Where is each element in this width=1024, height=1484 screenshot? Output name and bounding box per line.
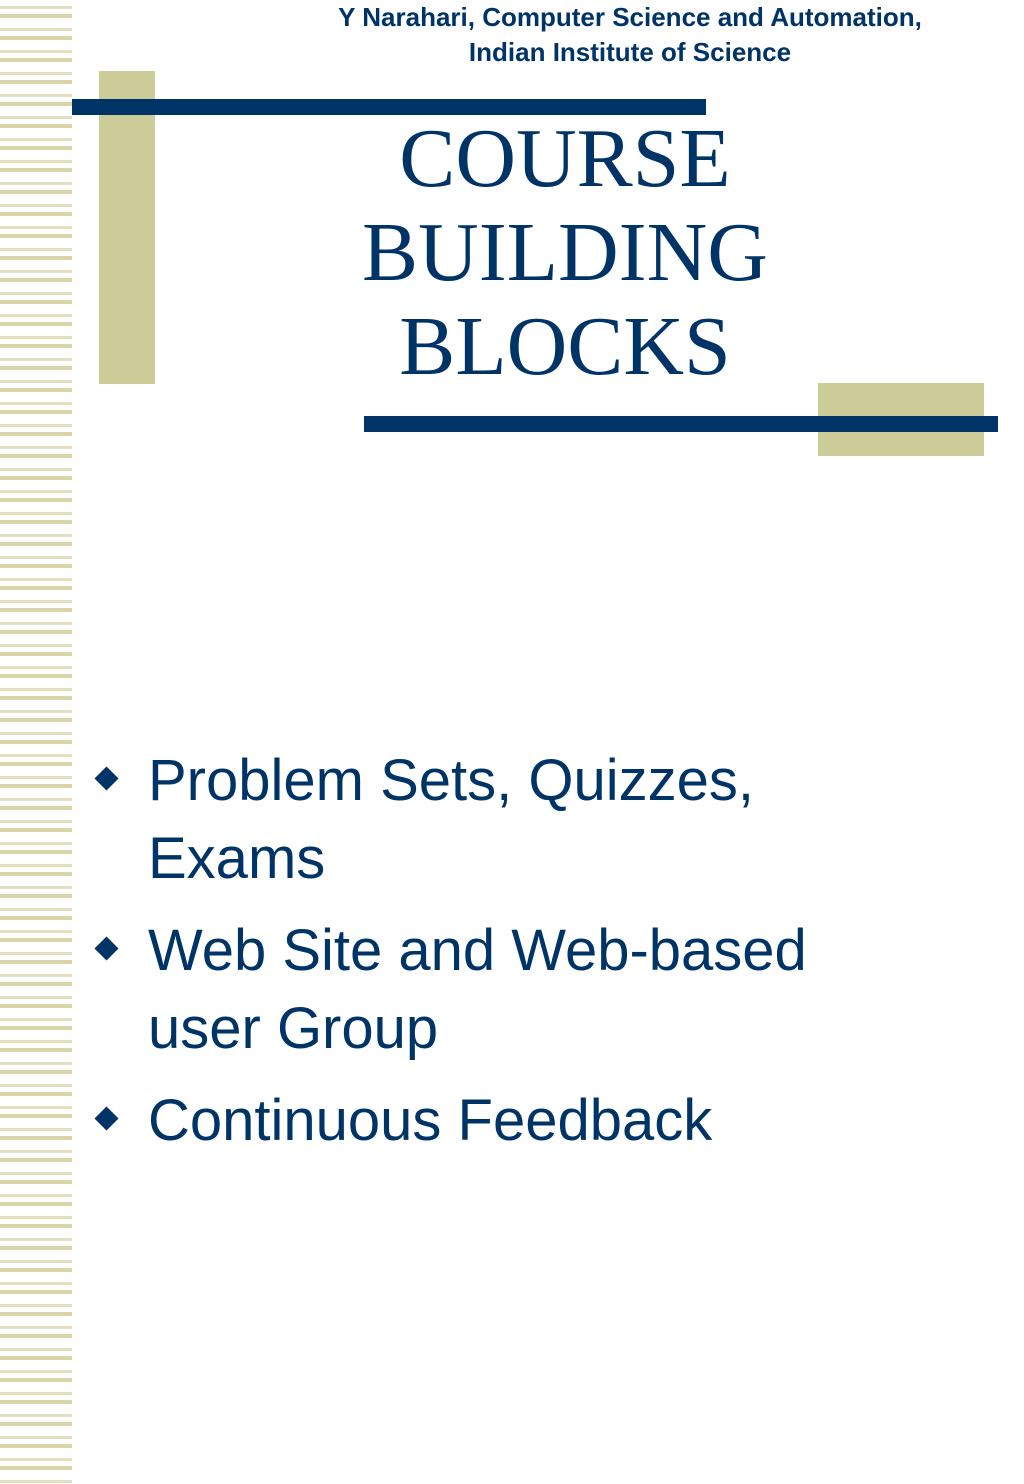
slide-title (260, 112, 870, 394)
bullet-text-line: Problem Sets, Quizzes, (148, 748, 754, 813)
title-line-1: COURSE (399, 112, 731, 205)
bullet-text-line: user Group (148, 996, 439, 1061)
bullet-item (90, 912, 990, 1068)
diamond-bullet-icon (94, 766, 118, 790)
header-line-2: Indian Institute of Science (468, 37, 792, 67)
title-line-3: BLOCKS (399, 300, 731, 393)
bullet-item (90, 742, 990, 898)
bullet-text-line: Exams (148, 826, 326, 891)
title-line-2: BUILDING (362, 206, 768, 299)
bullet-text-line: Web Site and Web-based (148, 918, 807, 983)
bottom-rule (364, 416, 998, 432)
header-line-1: Y Narahari, Computer Science and Automation, (338, 2, 922, 32)
tan-block-left (99, 71, 155, 384)
decorative-stripes (0, 0, 72, 1484)
header (240, 0, 1020, 70)
bullet-list (90, 742, 990, 1174)
diamond-bullet-icon (94, 1106, 118, 1130)
diamond-bullet-icon (94, 936, 118, 960)
bullet-text-line: Continuous Feedback (148, 1088, 713, 1153)
bullet-item (90, 1082, 990, 1160)
